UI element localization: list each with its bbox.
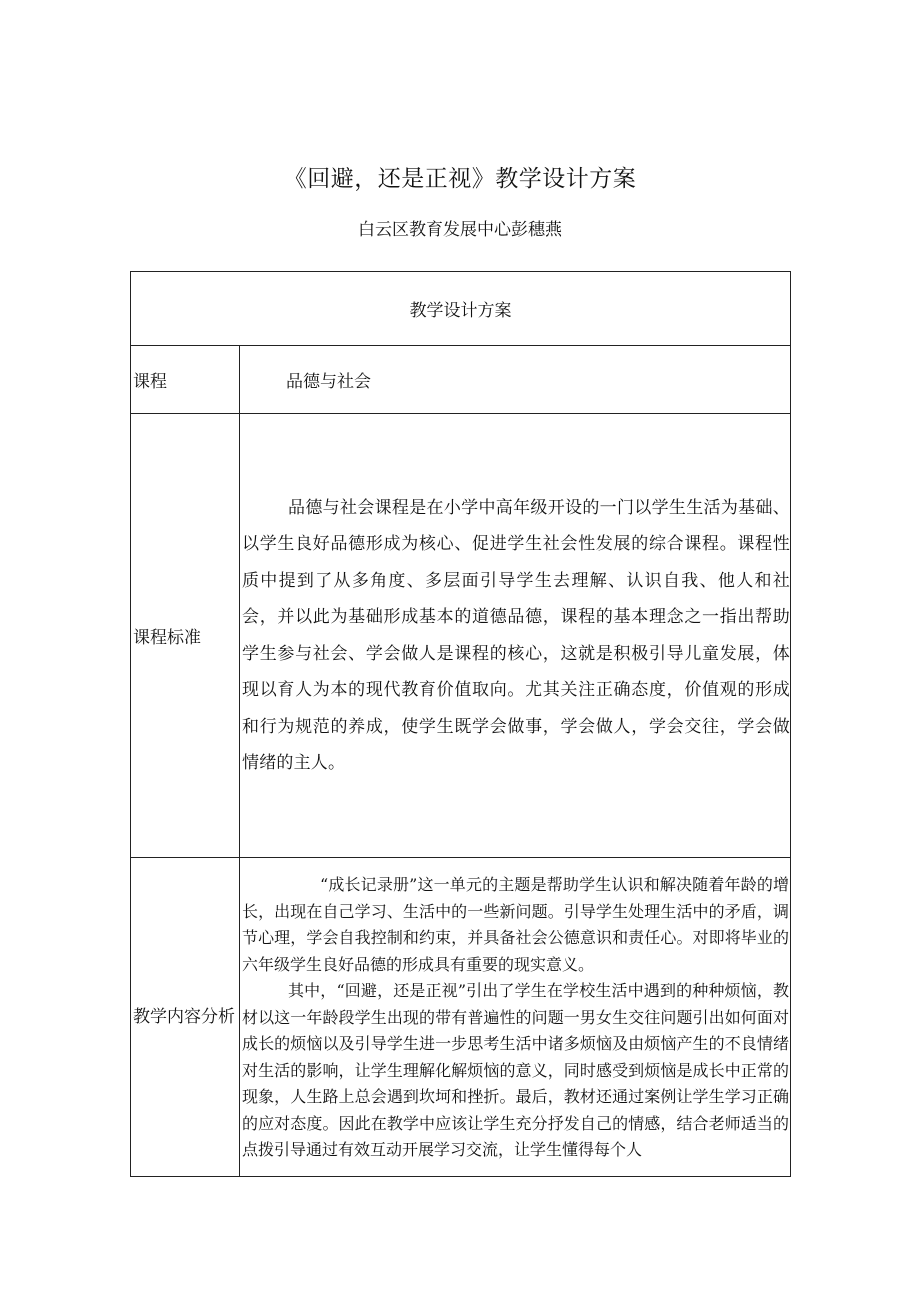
course-label: 课程: [131, 346, 240, 414]
document-author: 白云区教育发展中心彭穗燕: [358, 220, 562, 240]
course-value: 品德与社会: [286, 372, 371, 392]
analysis-paragraph-1: “成长记录册”这一单元的主题是帮助学生认识和解决随着年龄的增长，出现在自己学习、生活中的一些新问题。引导学生处理生活中的矛盾，调节心理，学会自我控制和约束，并具备社会公德意识和责任心。对即将毕业的六年级学生良好品德的形成具有重要的现实意义。: [242, 875, 789, 974]
analysis-paragraph-2: 其中，“回避，还是正视”引出了学生在学校生活中遇到的种种烦恼，教材以这一年龄段学生出现的带有普遍性的问题一男女生交往问题引出如何面对成长的烦恼以及引导学生进一步思考生活中诸多烦恼及由烦恼产生的不良情绪对生活的影响，让学生理解化解烦恼的意义，同时感受到烦恼是成长中正常的现象，人生路上总会遇到坎坷和挫折。最后，教材还通过案例让学生学习正确的应对态度。因此在教学中应该让学生充分抒发自己的情感，结合老师适当的点拨引导通过有效互动开展学习交流，让学生懂得每个人: [242, 981, 789, 1160]
analysis-row: [131, 858, 791, 1177]
document-title: 《回避，还是正视》教学设计方案: [283, 166, 637, 192]
standard-cell: [240, 414, 791, 858]
course-row: [131, 346, 791, 414]
course-value-cell: [240, 346, 791, 414]
analysis-label: 教学内容分析: [131, 858, 240, 1177]
analysis-cell: [240, 858, 791, 1177]
table-header-row: [131, 272, 791, 346]
design-plan-table: [130, 271, 791, 1177]
analysis-text: [240, 870, 790, 1164]
standard-text: 品德与社会课程是在小学中高年级开设的一门以学生生活为基础、以学生良好品德形成为核心、促进学生社会性发展的综合课程。课程性质中提到了从多角度、多层面引导学生去理解、认识自我、他人和社会，并以此为基础形成基本的道德品德，课程的基本理念之一指出帮助学生参与社会、学会做人是课程的核心，这就是积极引导儿童发展，体现以育人为本的现代教育价值取向。尤其关注正确态度，价值观的形成和行为规范的养成，使学生既学会做事，学会做人，学会交往，学会做情绪的主人。: [242, 497, 790, 773]
standard-row: [131, 414, 791, 858]
standard-label: 课程标准: [131, 414, 240, 858]
table-header: 教学设计方案: [131, 272, 791, 346]
